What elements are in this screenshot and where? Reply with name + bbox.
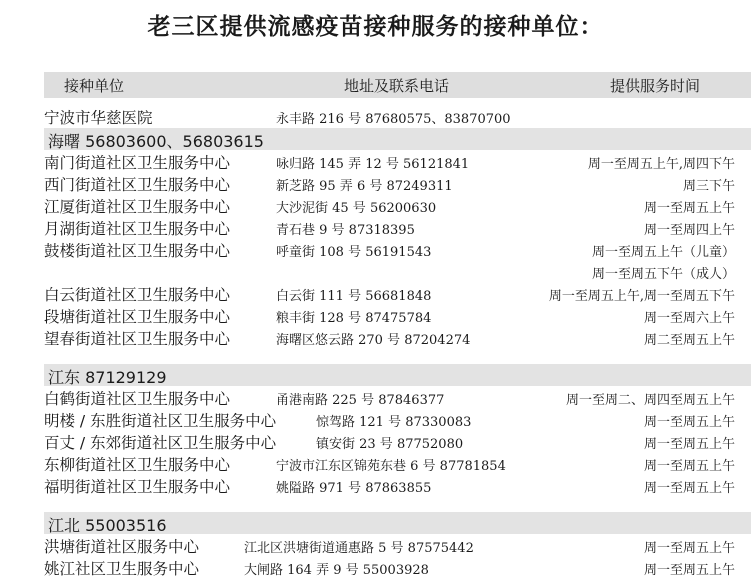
unit-address: 永丰路 216 号 87680575、83870700 [276,112,511,127]
unit-name: 洪塘街道社区服务中心 [44,538,200,556]
service-time: 周一至周五上午,周四下午 [587,157,735,172]
table-row [44,239,751,261]
service-time: 周一至周五上午 [643,201,735,216]
service-time: 周一至周五下午（成人） [591,267,735,282]
unit-address: 甬港南路 225 号 87846377 [276,393,445,408]
unit-name: 西门街道社区卫生服务中心 [44,176,231,194]
district-jiangdong [44,364,751,386]
unit-name: 鼓楼街道社区卫生服务中心 [44,242,231,260]
table-row [44,387,751,409]
unit-name: 明楼 / 东胜街道社区卫生服务中心 [44,412,277,430]
service-time: 周一至周五上午 [643,481,735,496]
unit-address: 大沙泥街 45 号 56200630 [276,201,437,216]
district-jiangbei [44,512,751,534]
unit-name: 月湖街道社区卫生服务中心 [44,220,231,238]
service-time: 周二至周五上午 [643,333,735,348]
table-row [44,195,751,217]
service-time: 周一至周五上午 [643,541,735,556]
unit-name: 段塘街道社区卫生服务中心 [44,308,231,326]
unit-address: 青石巷 9 号 87318395 [276,223,415,238]
table-row [44,453,751,475]
district-haishu [44,128,751,150]
unit-address: 白云街 111 号 56681848 [276,289,432,304]
unit-name: 东柳街道社区卫生服务中心 [44,456,231,474]
service-time: 周一至周五上午 [643,563,735,578]
service-time: 周一至周四上午 [643,223,735,238]
unit-name: 宁波市华慈医院 [44,109,153,127]
table-row [44,151,751,173]
service-time: 周一至周二、周四至周五上午 [565,393,735,408]
table-row [44,327,751,349]
header-address: 地址及联系电话 [344,77,450,95]
unit-address: 江北区洪塘街道通惠路 5 号 87575442 [244,541,474,556]
table-row [44,409,751,431]
unit-name: 白鹤街道社区卫生服务中心 [44,390,231,408]
unit-address: 粮丰街 128 号 87475784 [276,311,432,326]
table-row [44,535,751,557]
table-row [44,261,751,283]
unit-address: 姚隘路 971 号 87863855 [276,481,432,496]
unit-address: 呼童街 108 号 56191543 [276,245,432,260]
unit-address: 新芝路 95 弄 6 号 87249311 [276,179,453,194]
unit-name: 南门街道社区卫生服务中心 [44,154,231,172]
table-row [44,475,751,497]
unit-name: 姚江社区卫生服务中心 [44,560,200,578]
header-unit: 接种单位 [64,77,125,95]
table-header [44,72,751,98]
service-time: 周一至周六上午 [643,311,735,326]
district-header: 海曙 56803600、56803615 [48,132,264,151]
unit-name: 白云街道社区卫生服务中心 [44,286,231,304]
table-row [44,305,751,327]
unit-name: 望春街道社区卫生服务中心 [44,330,231,348]
service-time: 周一至周五上午（儿童） [591,245,735,260]
district-header: 江北 55003516 [48,516,167,535]
service-time: 周一至周五上午 [643,459,735,474]
unit-address: 惊驾路 121 号 87330083 [316,415,472,430]
table-row [44,106,751,128]
table-row [44,557,751,579]
unit-name: 江厦街道社区卫生服务中心 [44,198,231,216]
unit-address: 宁波市江东区锦苑东巷 6 号 87781854 [276,459,506,474]
unit-address: 咏归路 145 弄 12 号 56121841 [276,157,470,172]
table-row [44,283,751,305]
district-header: 江东 87129129 [48,368,167,387]
service-time: 周一至周五上午,周一至周五下午 [548,289,735,304]
table-row [44,217,751,239]
header-time: 提供服务时间 [610,77,701,95]
service-time: 周一至周五上午 [643,437,735,452]
page-title: 老三区提供流感疫苗接种服务的接种单位： [147,14,604,40]
table-row [44,431,751,453]
unit-address: 镇安街 23 号 87752080 [316,437,464,452]
service-time: 周一至周五上午 [643,415,735,430]
unit-name: 百丈 / 东郊街道社区卫生服务中心 [44,434,277,452]
unit-address: 海曙区悠云路 270 号 87204274 [276,333,471,348]
table-row [44,173,751,195]
unit-name: 福明街道社区卫生服务中心 [44,478,231,496]
service-time: 周三下午 [682,179,735,194]
unit-address: 大闸路 164 弄 9 号 55003928 [244,563,429,578]
